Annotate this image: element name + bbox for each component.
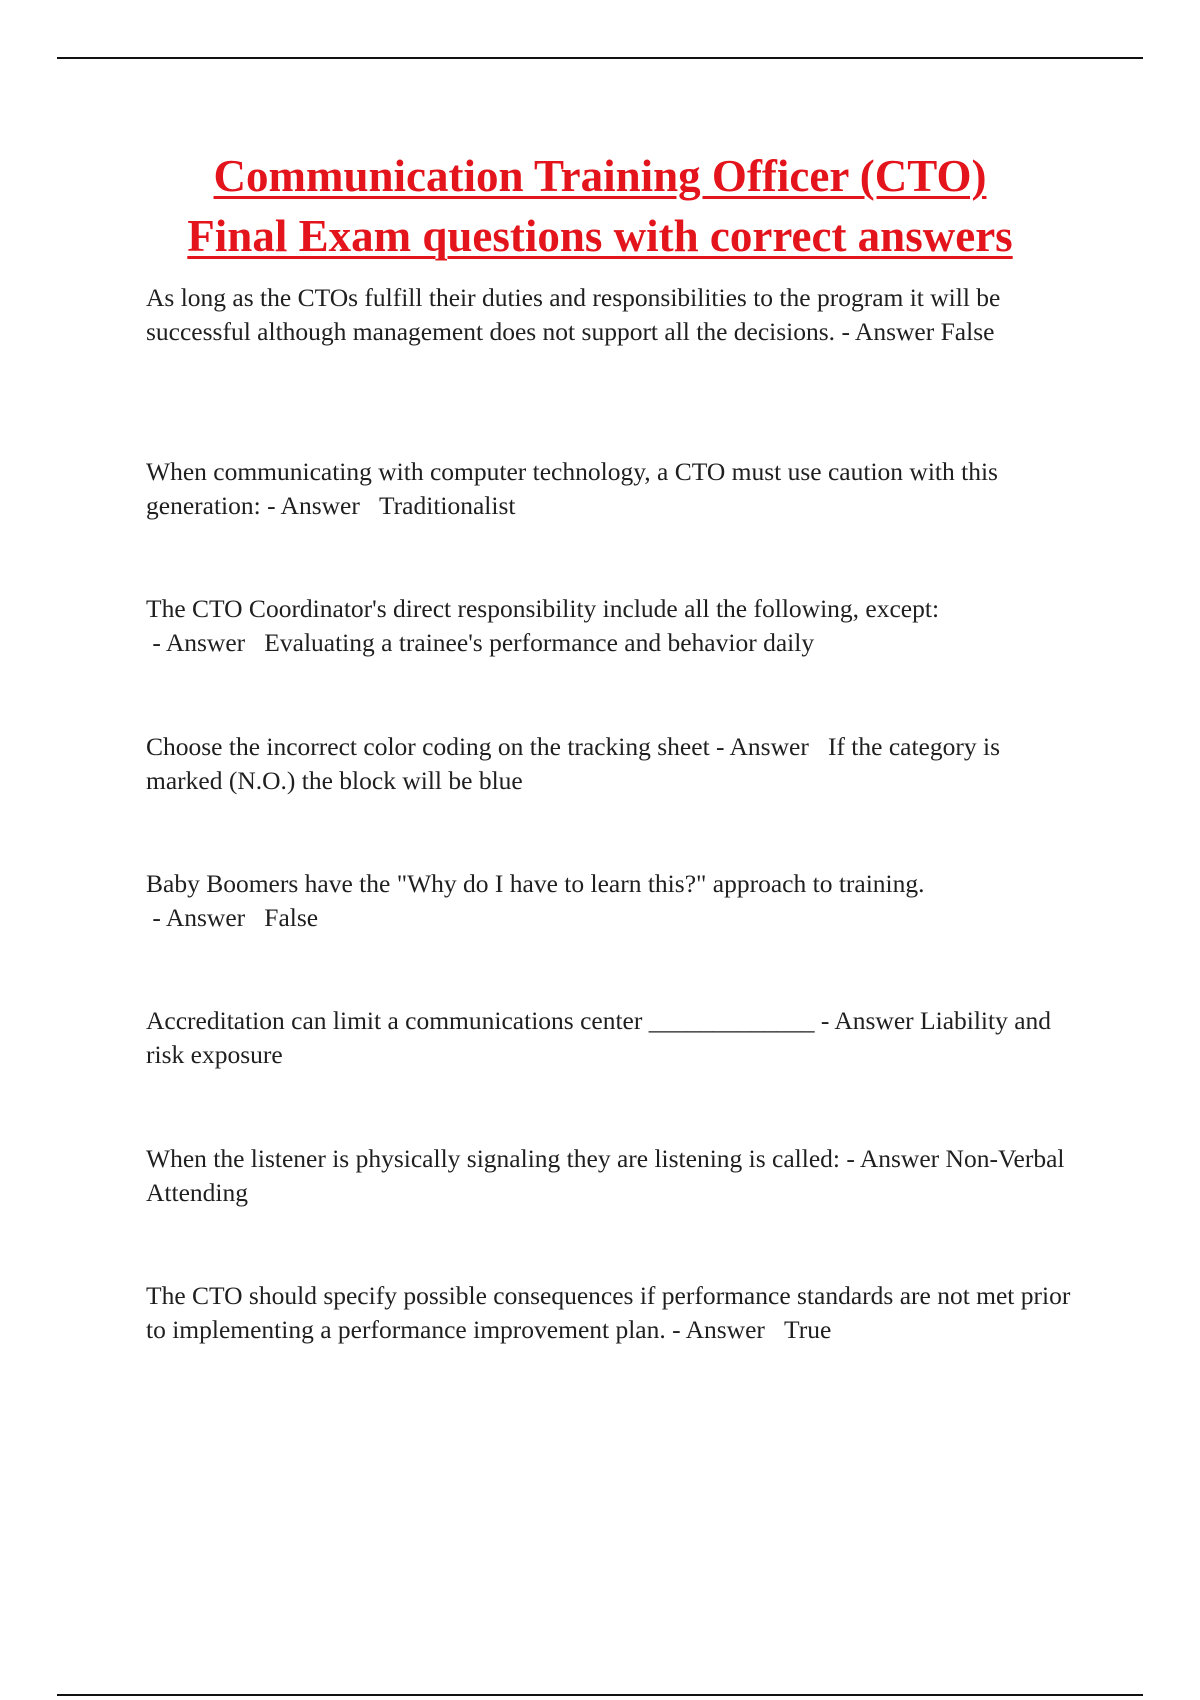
bottom-rule: [57, 1694, 1143, 1696]
question-text: Choose the incorrect color coding on the tracking sheet: [146, 732, 710, 761]
answer-text: If the category is marked (N.O.) the block will be blue: [146, 732, 1001, 795]
answer-label: - Answer: [835, 317, 934, 346]
answer-text: Liability and risk exposure: [146, 1006, 1052, 1069]
title-line-2: Final Exam questions with correct answers: [187, 211, 1013, 261]
question-block-1: [146, 281, 1076, 349]
question-block-6: [146, 1004, 1076, 1072]
question-text: The CTO Coordinator's direct responsibility include all the following, except:: [146, 594, 940, 623]
title-line-1: Communication Training Officer (CTO): [213, 151, 987, 201]
answer-label: - Answer: [146, 628, 245, 657]
answer-text: Traditionalist: [379, 491, 516, 520]
answer-label: - Answer: [814, 1006, 913, 1035]
answer-label: - Answer: [146, 903, 245, 932]
answer-text: Non-Verbal Attending: [146, 1144, 1065, 1207]
answer-label: - Answer: [710, 732, 809, 761]
answer-text: True: [784, 1315, 832, 1344]
question-block-5: [146, 867, 1076, 935]
top-rule: [57, 57, 1143, 59]
question-text: The CTO should specify possible consequences if performance standards are not met prior to implementing a performance improvement plan.: [146, 1281, 1071, 1344]
answer-text: False: [940, 317, 995, 346]
question-text: Accreditation can limit a communications center _____________: [146, 1006, 815, 1035]
question-block-2: [146, 455, 1076, 523]
answer-label: - Answer: [840, 1144, 939, 1173]
question-block-8: [146, 1279, 1076, 1347]
question-text: When communicating with computer technology, a CTO must use caution with this generation:: [146, 457, 998, 520]
answer-label: - Answer: [261, 491, 360, 520]
answer-text: Evaluating a trainee's performance and behavior daily: [264, 628, 815, 657]
question-block-4: [146, 730, 1076, 798]
question-block-3: [146, 592, 1076, 660]
question-block-7: [146, 1142, 1076, 1210]
question-text: When the listener is physically signaling they are listening is called:: [146, 1144, 840, 1173]
document-title: [0, 146, 1200, 266]
answer-text: False: [264, 903, 319, 932]
question-text: As long as the CTOs fulfill their duties and responsibilities to the program it will be successful although management does not support all the decisions.: [146, 283, 1001, 346]
question-text: Baby Boomers have the "Why do I have to learn this?" approach to training.: [146, 869, 925, 898]
answer-label: - Answer: [666, 1315, 765, 1344]
